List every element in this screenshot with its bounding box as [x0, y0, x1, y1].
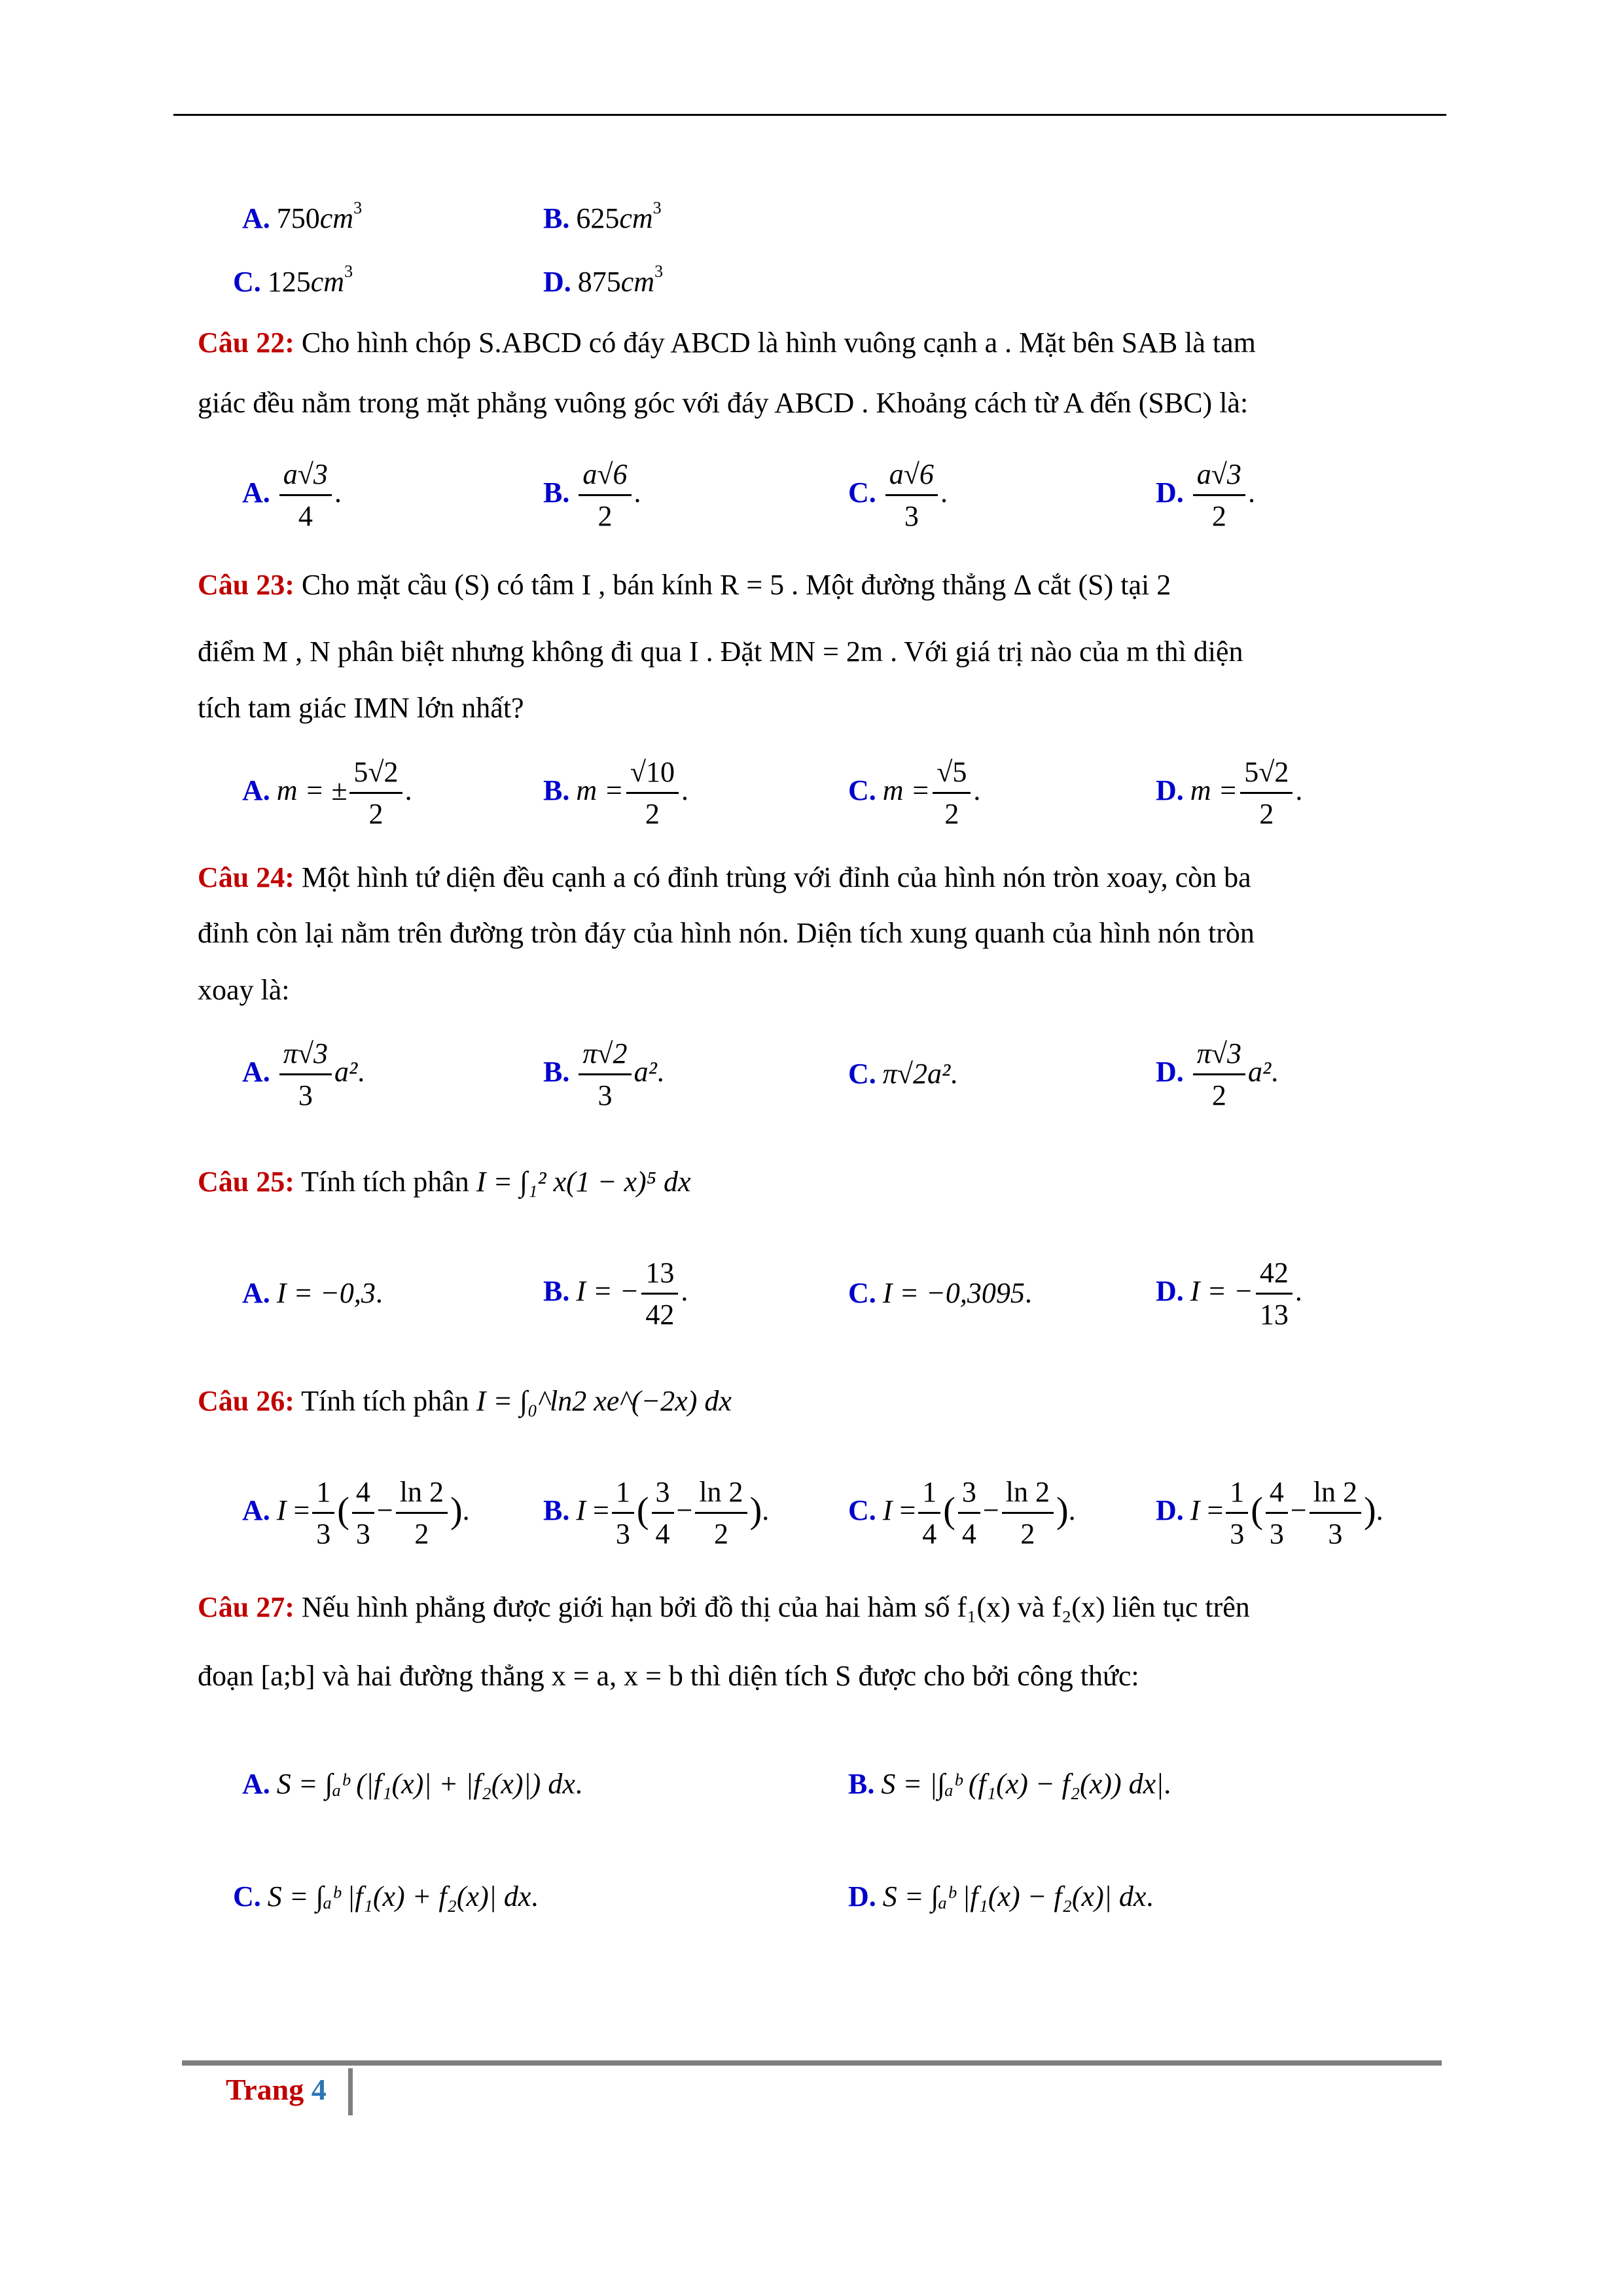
q24-option-b[interactable]: B. $\frac{\pi√2}{3}$ a². [543, 1037, 664, 1111]
q26-option-d[interactable]: D. I = $\frac{1}{3}$ ( $\frac{4}{3}$ − $\frac{\ln 2}{3}$ ). [1156, 1476, 1383, 1550]
footer-rule [182, 2060, 1442, 2066]
q25-option-c[interactable]: C. I = −0,3095. [848, 1277, 1032, 1309]
q23-option-d[interactable]: D. m = $\frac{5√2}{2}$ . [1156, 756, 1303, 830]
q26-stem: Câu 26: Tính tích phân I = ∫₀^ln2 xe^(−2x) dx [198, 1385, 732, 1417]
q21-option-d[interactable]: D. $875cm^3$ [543, 262, 664, 298]
q23-stem-line3: tích tam giác IMN lớn nhất? [198, 692, 524, 724]
q27-stem-line2: đoạn [a;b] và hai đường thẳng x = a, x = b thì diện tích S được cho bởi công thức: [198, 1660, 1139, 1692]
page-number: Trang 4 [226, 2073, 327, 2106]
q24-option-a[interactable]: A. $\frac{\pi√3}{3}$ a². [242, 1037, 365, 1111]
q26-option-a[interactable]: A. I = $\frac{1}{3}$ ( $\frac{4}{3}$ − $\frac{\ln 2}{2}$ ). [242, 1476, 470, 1550]
q26-integral: I = ∫₀^ln2 xe^(−2x) dx [476, 1385, 732, 1417]
q23-stem-line1: Câu 23: Cho mặt cầu (S) có tâm I , bán kính R = 5 . Một đường thẳng Δ cắt (S) tại 2 [198, 569, 1171, 601]
q22-stem-line2: giác đều nằm trong mặt phẳng vuông góc với đáy ABCD . Khoảng cách từ A đến (SBC) là: [198, 387, 1249, 419]
header-rule [173, 114, 1446, 116]
q21-option-b[interactable]: B. $625cm^3$ [543, 198, 662, 234]
q27-stem-line1: Câu 27: Nếu hình phẳng được giới hạn bởi đồ thị của hai hàm số f₁(x) và f₂(x) liên tục trên [198, 1591, 1250, 1623]
q24-stem-line1: Câu 24: Một hình tứ diện đều cạnh a có đỉnh trùng với đỉnh của hình nón tròn xoay, còn ba [198, 861, 1251, 893]
q25-stem: Câu 25: Tính tích phân I = ∫₁² x(1 − x)⁵ dx [198, 1166, 691, 1198]
q26-option-b[interactable]: B. I = $\frac{1}{3}$ ( $\frac{3}{4}$ − $\frac{\ln 2}{2}$ ). [543, 1476, 770, 1550]
q25-integral: I = ∫₁² x(1 − x)⁵ dx [476, 1166, 691, 1198]
q21-option-c[interactable]: C. $125cm^3$ [233, 262, 353, 298]
q24-stem-line3: xoay là: [198, 974, 290, 1006]
q22-option-a[interactable]: A. $\frac{a√3}{4}$ . [242, 458, 342, 532]
q24-option-c[interactable]: C. π√2a². [848, 1058, 958, 1090]
q25-option-a[interactable]: A. I = −0,3. [242, 1277, 383, 1309]
q21-option-a[interactable]: A. $750cm^3$ [242, 198, 363, 234]
q23-option-c[interactable]: C. m = $\frac{√5}{2}$ . [848, 756, 981, 830]
q24-stem-line2: đỉnh còn lại nằm trên đường tròn đáy của hình nón. Diện tích xung quanh của hình nón tròn [198, 917, 1255, 949]
q23-option-b[interactable]: B. m = $\frac{√10}{2}$ . [543, 756, 688, 830]
q27-option-a[interactable]: A. S = ∫ₐᵇ (|f₁(x)| + |f₂(x)|) dx. [242, 1768, 582, 1800]
q26-option-c[interactable]: C. I = $\frac{1}{4}$ ( $\frac{3}{4}$ − $\frac{\ln 2}{2}$ ). [848, 1476, 1076, 1550]
q22-option-b[interactable]: B. $\frac{a√6}{2}$ . [543, 458, 641, 532]
q22-option-c[interactable]: C. $\frac{a√6}{3}$ . [848, 458, 948, 532]
q22-stem-line1: Câu 22: Cho hình chóp S.ABCD có đáy ABCD là hình vuông cạnh a . Mặt bên SAB là tam [198, 327, 1256, 359]
q27-option-b[interactable]: B. S = |∫ₐᵇ (f₁(x) − f₂(x)) dx|. [848, 1768, 1171, 1800]
q24-option-d[interactable]: D. $\frac{\pi√3}{2}$ a². [1156, 1037, 1279, 1111]
q22-option-d[interactable]: D. $\frac{a√3}{2}$ . [1156, 458, 1255, 532]
q23-option-a[interactable]: A. m = ± $\frac{5√2}{2}$ . [242, 756, 412, 830]
q27-option-c[interactable]: C. S = ∫ₐᵇ |f₁(x) + f₂(x)| dx. [233, 1880, 539, 1912]
footer-divider [348, 2068, 353, 2115]
q25-option-d[interactable]: D. I = − $\frac{42}{13}$ . [1156, 1257, 1302, 1331]
q27-option-d[interactable]: D. S = ∫ₐᵇ |f₁(x) − f₂(x)| dx. [848, 1880, 1154, 1912]
q25-option-b[interactable]: B. I = − $\frac{13}{42}$ . [543, 1257, 688, 1331]
q23-stem-line2: điểm M , N phân biệt nhưng không đi qua I . Đặt MN = 2m . Với giá trị nào của m thì diện [198, 636, 1243, 668]
